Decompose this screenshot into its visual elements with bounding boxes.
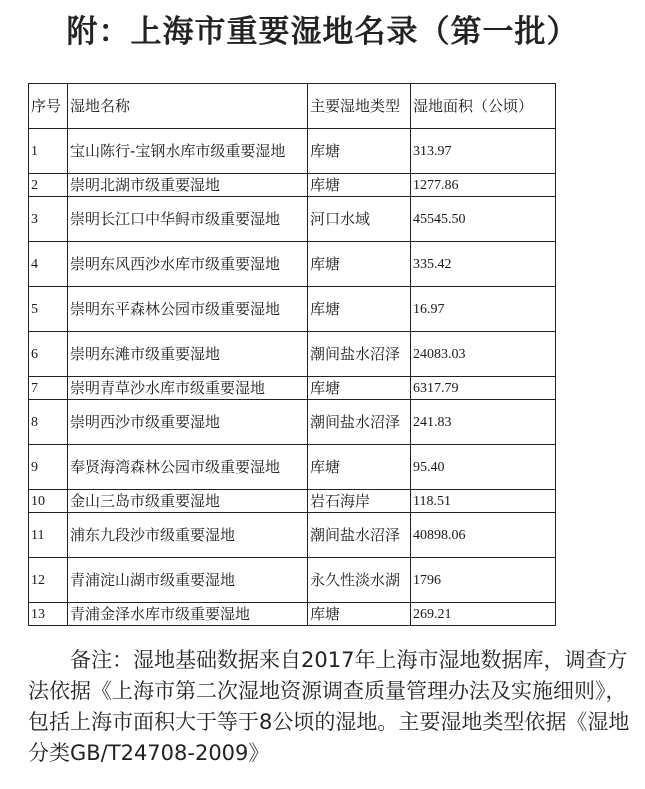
row-no: 4	[29, 242, 68, 287]
table-row	[29, 287, 556, 332]
row-no: 5	[29, 287, 68, 332]
row-area: 335.42	[411, 242, 556, 287]
row-no: 11	[29, 513, 68, 558]
row-name: 崇明东风西沙水库市级重要湿地	[68, 242, 308, 287]
row-name: 宝山陈行-宝钢水库市级重要湿地	[68, 129, 308, 174]
row-type: 库塘	[308, 174, 411, 197]
footnote: 备注：湿地基础数据来自2017年上海市湿地数据库，调查方法依据《上海市第二次湿地资源调查质量管理办法及实施细则》，包括上海市面积大于等于8公顷的湿地。主要湿地类型依据《湿地分类GB/T24708-2009》	[28, 648, 630, 765]
row-name: 青浦金泽水库市级重要湿地	[68, 603, 308, 626]
row-no: 3	[29, 197, 68, 242]
table-row	[29, 242, 556, 287]
row-area: 269.21	[411, 603, 556, 626]
row-name: 崇明东滩市级重要湿地	[68, 332, 308, 377]
row-name: 崇明东平森林公园市级重要湿地	[68, 287, 308, 332]
table-row	[29, 129, 556, 174]
table-row	[29, 513, 556, 558]
row-name: 浦东九段沙市级重要湿地	[68, 513, 308, 558]
row-area: 1796	[411, 558, 556, 603]
row-no: 7	[29, 377, 68, 400]
row-no: 9	[29, 445, 68, 490]
row-no: 12	[29, 558, 68, 603]
row-area: 40898.06	[411, 513, 556, 558]
header-area: 湿地面积（公顷）	[411, 84, 556, 129]
row-type: 库塘	[308, 377, 411, 400]
row-type: 永久性淡水湖	[308, 558, 411, 603]
table-row	[29, 377, 556, 400]
row-no: 8	[29, 400, 68, 445]
table-row	[29, 445, 556, 490]
row-type: 库塘	[308, 445, 411, 490]
table-row	[29, 558, 556, 603]
row-type: 潮间盐水沼泽	[308, 513, 411, 558]
table-row	[29, 603, 556, 626]
table-row	[29, 174, 556, 197]
row-name: 崇明长江口中华鲟市级重要湿地	[68, 197, 308, 242]
wetland-table	[28, 83, 556, 626]
page-title: 附：上海市重要湿地名录（第一批）	[66, 14, 579, 50]
table-header-row	[29, 84, 556, 129]
row-type: 岩石海岸	[308, 490, 411, 513]
row-name: 崇明青草沙水库市级重要湿地	[68, 377, 308, 400]
row-type: 河口水域	[308, 197, 411, 242]
row-area: 45545.50	[411, 197, 556, 242]
row-type: 库塘	[308, 129, 411, 174]
row-type: 库塘	[308, 287, 411, 332]
row-type: 潮间盐水沼泽	[308, 332, 411, 377]
header-name: 湿地名称	[68, 84, 308, 129]
table-row	[29, 332, 556, 377]
row-area: 16.97	[411, 287, 556, 332]
row-area: 6317.79	[411, 377, 556, 400]
row-area: 313.97	[411, 129, 556, 174]
row-no: 2	[29, 174, 68, 197]
row-type: 潮间盐水沼泽	[308, 400, 411, 445]
row-no: 1	[29, 129, 68, 174]
row-no: 10	[29, 490, 68, 513]
row-area: 1277.86	[411, 174, 556, 197]
row-name: 青浦淀山湖市级重要湿地	[68, 558, 308, 603]
table-row	[29, 400, 556, 445]
row-area: 24083.03	[411, 332, 556, 377]
row-name: 奉贤海湾森林公园市级重要湿地	[68, 445, 308, 490]
row-area: 118.51	[411, 490, 556, 513]
row-area: 95.40	[411, 445, 556, 490]
row-type: 库塘	[308, 242, 411, 287]
row-name: 金山三岛市级重要湿地	[68, 490, 308, 513]
row-no: 13	[29, 603, 68, 626]
row-no: 6	[29, 332, 68, 377]
table-row	[29, 490, 556, 513]
row-area: 241.83	[411, 400, 556, 445]
row-name: 崇明北湖市级重要湿地	[68, 174, 308, 197]
table-row	[29, 197, 556, 242]
row-name: 崇明西沙市级重要湿地	[68, 400, 308, 445]
header-type: 主要湿地类型	[308, 84, 411, 129]
header-no: 序号	[29, 84, 68, 129]
row-type: 库塘	[308, 603, 411, 626]
